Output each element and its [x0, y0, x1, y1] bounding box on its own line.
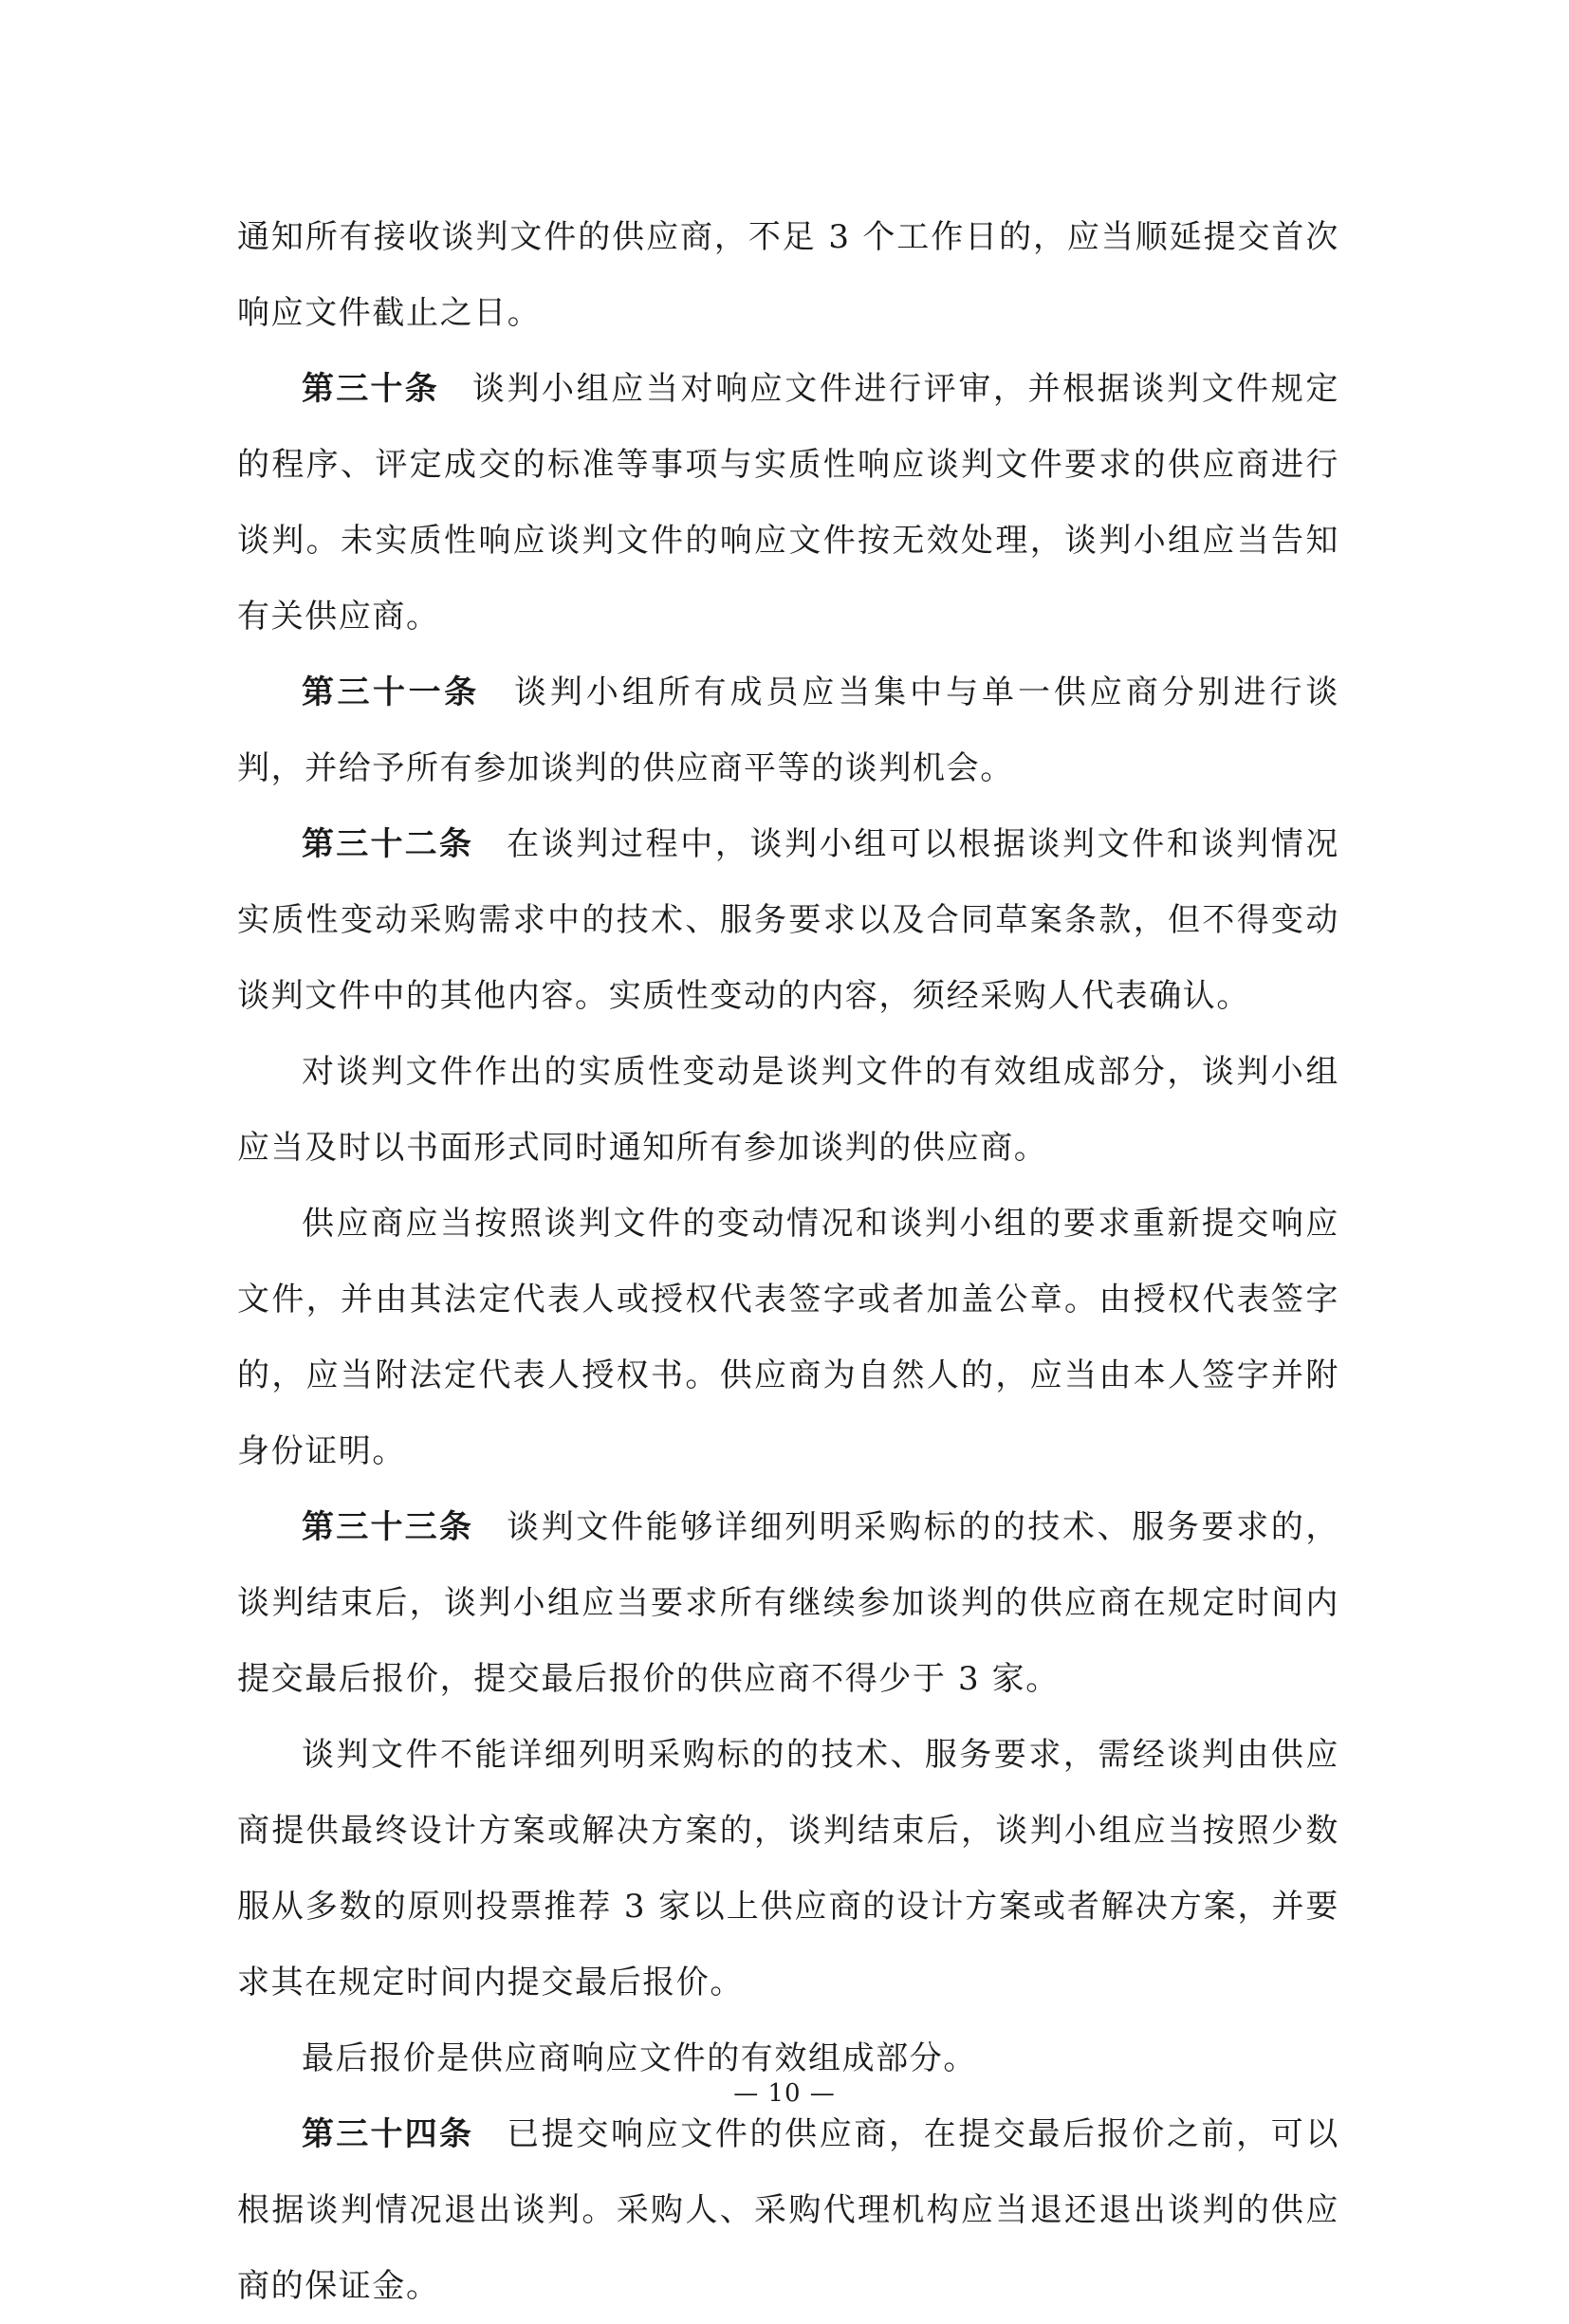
paragraph-text: 谈判文件能够详细列明采购标的的技术、服务要求的，谈判结束后，谈判小组应当要求所有继续参加谈判的供应商在规定时间内提交最后报价，提交最后报价的供应商不得少于 3 家。	[237, 1508, 1339, 1698]
article-30	[237, 351, 1339, 655]
paragraph-text: 通知所有接收谈判文件的供应商，不足 3 个工作日的，应当顺延提交首次响应文件截止之日。	[237, 218, 1339, 332]
article-heading: 第三十二条	[302, 825, 474, 863]
article-heading: 第三十一条	[302, 673, 480, 711]
article-heading: 第三十四条	[302, 2115, 474, 2153]
article-34	[237, 2096, 1339, 2324]
article-heading: 第三十条	[302, 370, 439, 408]
paragraph-text: 最后报价是供应商响应文件的有效组成部分。	[302, 2039, 977, 2077]
paragraph	[237, 1717, 1339, 2020]
paragraph-continuation	[237, 199, 1339, 351]
paragraph-text: 对谈判文件作出的实质性变动是谈判文件的有效组成部分，谈判小组应当及时以书面形式同时通知所有参加谈判的供应商。	[237, 1053, 1339, 1167]
document-body	[237, 199, 1339, 2324]
article-heading: 第三十三条	[302, 1508, 474, 1546]
article-31	[237, 655, 1339, 806]
paragraph-text: 谈判小组所有成员应当集中与单一供应商分别进行谈判，并给予所有参加谈判的供应商平等的谈判机会。	[237, 673, 1339, 787]
page-number: — 10 —	[733, 2079, 836, 2108]
paragraph-text: 谈判文件不能详细列明采购标的的技术、服务要求，需经谈判由供应商提供最终设计方案或解决方案的，谈判结束后，谈判小组应当按照少数服从多数的原则投票推荐 3 家以上供应商的设计方案或者解决方案，并要求其在规定时间内提交最后报价。	[237, 1736, 1339, 2001]
article-33	[237, 1489, 1339, 1717]
paragraph-text: 谈判小组应当对响应文件进行评审，并根据谈判文件规定的程序、评定成交的标准等事项与实质性响应谈判文件要求的供应商进行谈判。未实质性响应谈判文件的响应文件按无效处理，谈判小组应当告知有关供应商。	[237, 370, 1339, 636]
paragraph	[237, 1186, 1339, 1489]
paragraph	[237, 1034, 1339, 1186]
article-32	[237, 806, 1339, 1034]
paragraph-text: 在谈判过程中，谈判小组可以根据谈判文件和谈判情况实质性变动采购需求中的技术、服务要求以及合同草案条款，但不得变动谈判文件中的其他内容。实质性变动的内容，须经采购人代表确认。	[237, 825, 1339, 1015]
paragraph-text: 已提交响应文件的供应商，在提交最后报价之前，可以根据谈判情况退出谈判。采购人、采购代理机构应当退还退出谈判的供应商的保证金。	[237, 2115, 1339, 2305]
paragraph-text: 供应商应当按照谈判文件的变动情况和谈判小组的要求重新提交响应文件，并由其法定代表人或授权代表签字或者加盖公章。由授权代表签字的，应当附法定代表人授权书。供应商为自然人的，应当由本人签字并附身份证明。	[237, 1205, 1339, 1470]
